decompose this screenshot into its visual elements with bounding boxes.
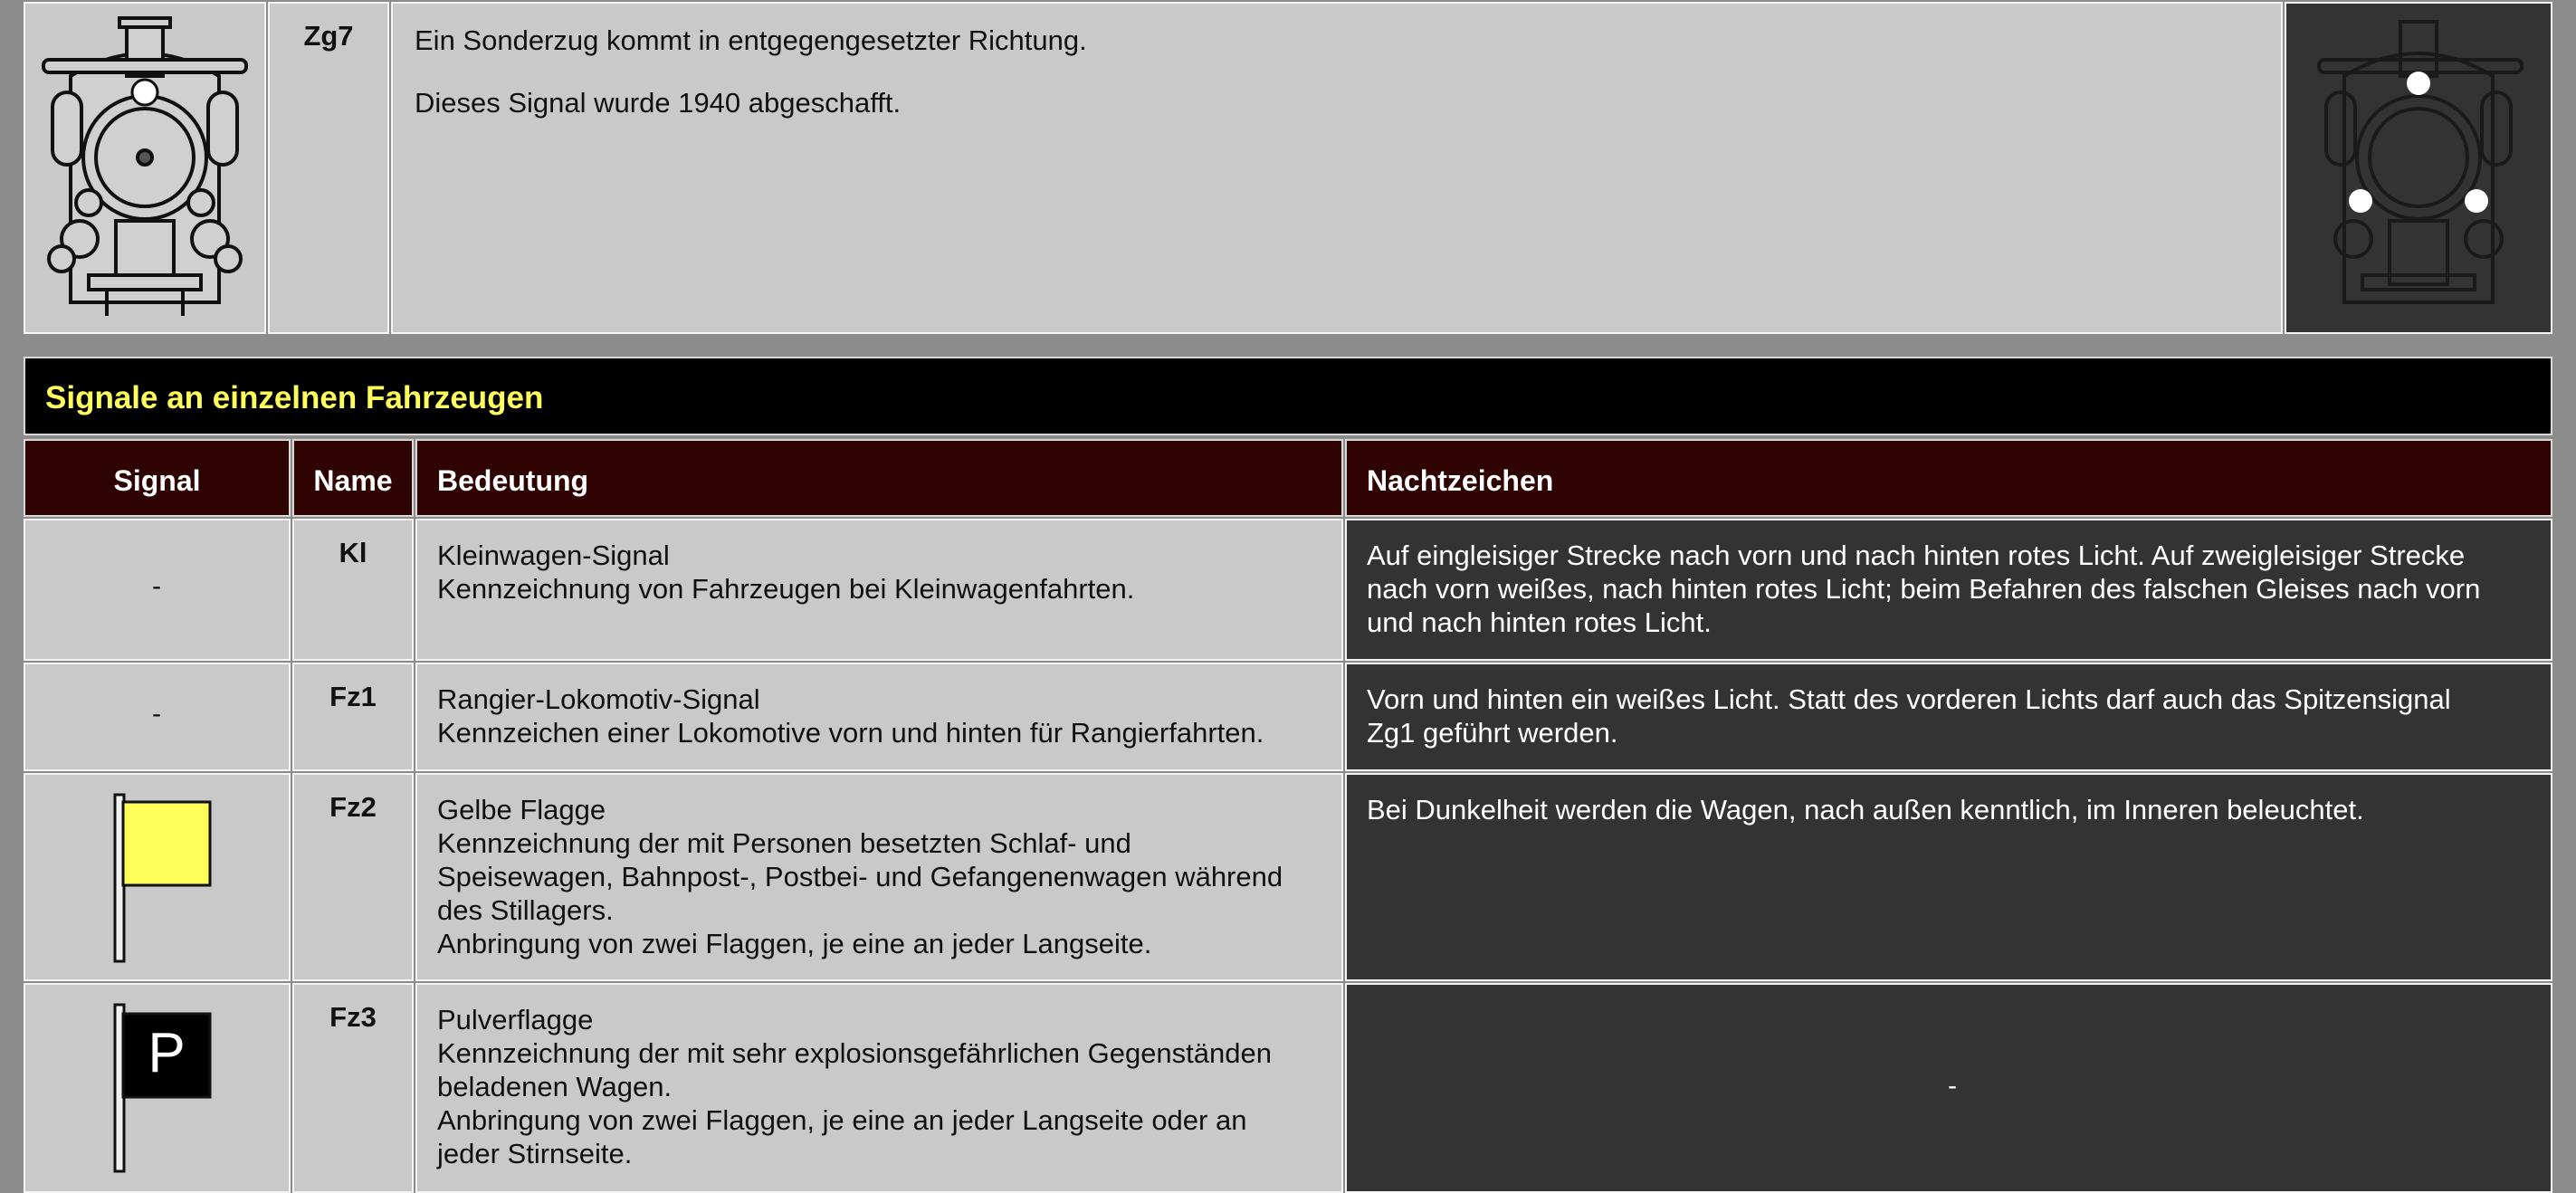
meaning-line: beladenen Wagen. [437, 1071, 673, 1102]
row-fz2-name [292, 773, 414, 981]
meaning-line: Rangier-Lokomotiv-Signal [437, 683, 760, 715]
signal-name: Fz1 [329, 681, 377, 712]
meaning-line: Dieses Signal wurde 1940 abgeschafft. [415, 87, 902, 119]
section-title-bar [24, 357, 2552, 435]
row-fz2-meaning [415, 773, 1343, 981]
night-line: und nach hinten rotes Licht. [1367, 606, 1712, 638]
lamp-top [2407, 72, 2430, 95]
meaning-line: Speisewagen, Bahnpost-, Postbei- und Gefangenenwagen während [437, 861, 1283, 892]
black-flag-icon [25, 985, 289, 1191]
row-fz1-meaning [415, 663, 1343, 771]
header-night [1345, 439, 2552, 517]
row-kl-signal [24, 519, 291, 661]
locomotive-day-icon [25, 4, 264, 332]
signal-image-day [24, 2, 266, 334]
meaning-line: des Stillagers. [437, 894, 614, 926]
meaning-line: Kennzeichnung von Fahrzeugen bei Kleinwagenfahrten. [437, 573, 1135, 605]
lamp-right [2465, 189, 2488, 213]
header-night-label: Nachtzeichen [1367, 464, 1554, 497]
row-kl-meaning [415, 519, 1343, 661]
row-fz1-name [292, 663, 414, 771]
section-title: Signale an einzelnen Fahrzeugen [45, 380, 544, 415]
night-line: Auf eingleisiger Strecke nach vorn und nach hinten rotes Licht. Auf zweigleisiger Strecke [1367, 539, 2466, 571]
lamp-left [2349, 189, 2372, 213]
night-dash: - [1948, 1071, 1957, 1101]
meaning-line: Kleinwagen-Signal [437, 539, 670, 571]
row-fz2-night [1345, 773, 2552, 981]
night-line: nach vorn weißes, nach hinten rotes Licht; beim Befahren des falschen Gleises nach vorn [1367, 573, 2481, 605]
meaning-line: Ein Sonderzug kommt in entgegengesetzter Richtung. [415, 24, 1087, 56]
yellow-flag-icon [25, 775, 289, 979]
header-signal-label: Signal [113, 464, 201, 497]
header-name-label: Name [313, 464, 393, 497]
locomotive-night-icon [2286, 4, 2551, 332]
meaning-line: Gelbe Flagge [437, 794, 606, 826]
header-meaning-label: Bedeutung [437, 464, 589, 497]
header-signal [24, 439, 291, 517]
signal-dash: - [152, 699, 161, 729]
lamp-top [132, 80, 157, 105]
signal-name: Kl [339, 537, 367, 568]
night-line: Bei Dunkelheit werden die Wagen, nach außen kenntlich, im Inneren beleuchtet. [1367, 794, 2364, 826]
meaning-line: Anbringung von zwei Flaggen, je eine an jeder Langseite oder an [437, 1104, 1247, 1136]
row-fz3-meaning [415, 983, 1343, 1193]
meaning-line: Kennzeichnung der mit Personen besetzten Schlaf- und [437, 827, 1131, 859]
meaning-line: jeder Stirnseite. [437, 1138, 633, 1169]
top-meaning-cell [391, 2, 2283, 334]
header-name [292, 439, 414, 517]
row-fz1-night [1345, 663, 2552, 771]
header-meaning [415, 439, 1343, 517]
signal-name: Fz2 [329, 791, 377, 823]
meaning-line: Kennzeichen einer Lokomotive vorn und hinten für Rangierfahrten. [437, 717, 1264, 749]
meaning-line: Anbringung von zwei Flaggen, je eine an jeder Langseite. [437, 928, 1152, 959]
row-fz2-signal [24, 773, 291, 981]
row-fz3-name [292, 983, 414, 1193]
meaning-line: Kennzeichnung der mit sehr explosionsgefährlichen Gegenständen [437, 1037, 1272, 1069]
signal-image-night [2285, 2, 2552, 334]
row-fz3-signal [24, 983, 291, 1193]
signal-dash: - [152, 571, 161, 601]
meaning-line: Pulverflagge [437, 1004, 594, 1036]
row-fz3-night [1345, 983, 2552, 1193]
signal-name: Fz3 [329, 1001, 377, 1033]
row-kl-night [1345, 519, 2552, 661]
row-fz1-signal [24, 663, 291, 771]
night-line: Zg1 geführt werden. [1367, 717, 1618, 749]
top-name-cell [268, 2, 389, 334]
night-line: Vorn und hinten ein weißes Licht. Statt des vorderen Lichts darf auch das Spitzensignal [1367, 683, 2451, 715]
signal-name: Zg7 [303, 20, 354, 52]
flag-letter: P [148, 1022, 186, 1084]
row-kl-name [292, 519, 414, 661]
